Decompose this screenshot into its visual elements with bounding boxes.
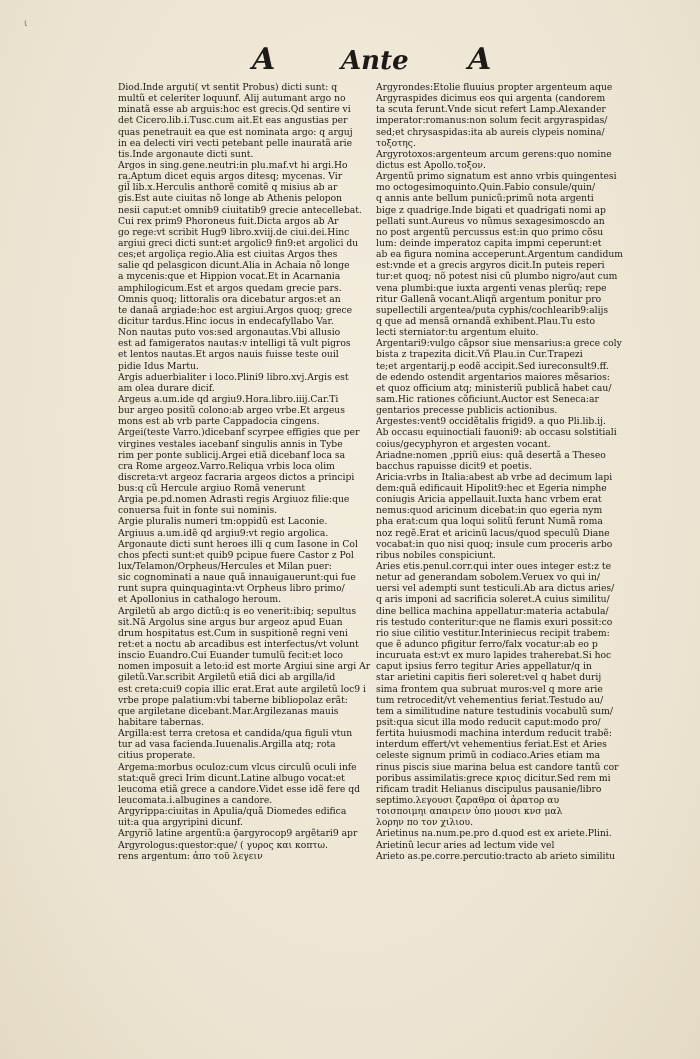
running-head [0, 42, 700, 82]
left-column-line: argiui greci dicti sunt:et argolic9 fin9:et argolici du [118, 237, 359, 249]
right-column-line: ab ea figura nomina acceperunt.Argentum candidum [376, 249, 623, 261]
left-column-line: minatã esse ab arguis:hoc est grecis.Qd sentire vi [118, 104, 351, 116]
left-column-line: in ea delecti viri vecti petebant pelle inauratã arie [118, 137, 353, 149]
right-column-line: rinus piscis siue marina belua est candore tantũ cor [376, 761, 619, 773]
right-column-line: nemus:quod aricinum dicebat:in quo egeria nym [376, 505, 603, 517]
left-column-line: bus:q cũ Hercule argiuo Romã venerunt [118, 483, 306, 495]
left-column-line: te danaã argiade:hoc est argiui.Argos quoq; grece [118, 304, 353, 316]
left-column-line: Argyrippa:ciuitas in Apulia/quã Diomedes edifica [118, 806, 347, 818]
right-column-line: lum: deinde imperatoz capita impmi ceperunt:et [376, 237, 602, 249]
right-column-line: no post argentũ percussus est:in quo primo cõsu [376, 226, 604, 238]
left-column-line: Non nautas puto vos:sed argonautas.Vbi allusio [118, 327, 341, 339]
right-column [376, 82, 638, 862]
right-column-line: pellati sunt.Aureus vo nũmus sexagesimoscdo an [376, 215, 605, 227]
left-column-line: drum hospitatus est.Cum in suspitionẽ regni veni [118, 627, 348, 639]
left-column-line: Argia pe.pd.nomen Adrasti regis Argiuoz filie:que [118, 494, 350, 506]
right-column-line: te;et argentarij.p eodẽ accipit.Sed iureconsult9.ff. [376, 360, 609, 372]
right-column-line: rio siue cilitio vestitur.Interiniecus recipit trabem: [376, 627, 610, 639]
right-column-line: q annis ante bellum punicũ:primũ nota argenti [376, 193, 594, 205]
right-column-line: tur:et quoq; nõ potest nisi cũ plumbo nigro/aut cum [376, 271, 618, 283]
right-column-line: tem a similitudine nature testudinis vocabulũ sum/ [376, 705, 613, 717]
left-column-line: ret:et a noctu ab arcadibus est interfectus/vt volunt [118, 639, 359, 651]
right-column-line: vocabat:in quo nisi quoq; insule cum proceris arbo [376, 538, 613, 550]
left-column-line: leucomata.i.albugines a candore. [118, 795, 273, 806]
left-column-line: quas penetrauit ea que est nominata argo: q arguj [118, 126, 353, 138]
left-column-line: Omnis quoq; littoralis ora dicebatur argos:et an [118, 293, 341, 305]
right-column-line: dem:quã edificauit Hipolit9:hec et Egeria nimphe [376, 483, 607, 495]
left-column-line: giletũ.Var.scribit Argiletũ etiã dici ab argilla/id [118, 672, 336, 684]
right-column-line: Argyraspides dicimus eos qui argenta (candorem [376, 93, 606, 105]
right-column-line: Arietinũ lecur aries ad lectum vide vel [376, 839, 555, 851]
right-column-line: Ariadne:nomen ,ppriũ eius: quã desertã a Theseo [376, 449, 606, 461]
left-column-line: mons est ab vrb parte Cappadocia cingens. [118, 416, 320, 428]
right-column-line: Ab occasu equinoctiali fauoni9: ab occasu solstitiali [376, 427, 617, 439]
left-column-line: go rege:vt scribit Hug9 libro.xviij.de ciui.dei.Hinc [118, 226, 350, 238]
left-column-line: dicitur tardus.Hinc iocus in endecafyllabo Var. [118, 315, 334, 327]
left-column-line: inscio Euandro.Cui Euander tumulũ fecit:et loco [118, 650, 344, 662]
left-column-line: stat:quẽ greci Irim dicunt.Latine albugo vocat:et [118, 772, 345, 784]
left-column-line: amphilogicum.Est et argos quedam grecie pars. [118, 282, 342, 294]
left-column-line: rim per ponte sublicij.Argei etiã dicebanf loca sa [118, 449, 346, 461]
left-column-line: Argyrologus:questor:que/ ( γυρος και κοπτω. [118, 839, 328, 851]
right-column-line: noz regẽ.Erat et aricinũ lacus/quod speculũ Diane [376, 527, 610, 539]
right-column-line: fertita huiusmodi machina interdum reducit trabẽ: [376, 728, 612, 740]
right-column-line: lecti sterniator:tu argentum eluito. [376, 327, 539, 339]
left-column-line: vrbe prope palatium:vbi taberne bibliopolaz erãt: [118, 694, 348, 706]
left-column-line: ra.Aptum dicet equis argos ditesq; mycenas. Vir [118, 171, 343, 183]
right-column-line: imperator:romanus:non solum fecit argyraspidas/ [376, 115, 608, 127]
left-column-line: Argis aduerbialiter i loco.Plini9 libro.xvj.Argis est [118, 371, 349, 383]
right-column-line: gentarios precesse publicis actionibus. [376, 405, 558, 417]
left-column-line: pidie Idus Martu. [118, 360, 199, 372]
right-column-line: septimo.λεγουσι ζαραθρα οἱ ἀρατορ αυ [376, 795, 560, 806]
left-column-line: Cui rex prim9 Phoroneus fuit.Dicta argos ab Ar [118, 215, 339, 227]
right-column-line: ribus nobiles conspiciunt. [376, 549, 496, 561]
left-column [118, 82, 375, 862]
right-column-line: τοξοτης. [376, 137, 416, 149]
left-column-line: bur argeo positũ colono:ab argeo vrbe.Et argeus [118, 405, 345, 417]
left-column-line: virgines vestales iacebanf singulis annis in Tybe [118, 438, 343, 450]
right-column-line: q aris imponi ad sacrificia soleret.A cuius similitu/ [376, 594, 610, 606]
left-column-line: runt supra quinquaginta:vt Orpheus libro primo/ [118, 583, 345, 595]
right-column-line: celeste signum primũ in codiaco.Aries etiam ma [376, 750, 601, 762]
left-column-line: uit:a qua argyripini dicunf. [118, 817, 243, 829]
right-column-line: vena plumbi:que iuxta argenti venas plerũq; repe [376, 282, 607, 294]
left-column-line: Argilla:est terra cretosa et candida/qua figuli vtun [118, 728, 353, 740]
right-column-line: bige z quadrige.Inde bigati et quadrigati nomi ap [376, 204, 606, 216]
right-column-line: Argentari9:vulgo cãpsor siue mensarius:a grece coly [376, 338, 622, 350]
left-column-line: cra Rome argeoz.Varro.Reliqua vrbis loca olim [118, 460, 335, 472]
right-column-line: bacchus rapuisse dicit9 et poetis. [376, 460, 533, 472]
right-column-line: sam.Hic rationes cõficiunt.Auctor est Seneca:ar [376, 393, 599, 405]
right-column-line: mo octogesimoquinto.Quin.Fabio consule/quin/ [376, 182, 596, 194]
left-column-line: nomen imposuit a leto:id est morte Argiui sine argi Ar [118, 661, 371, 673]
left-column-line: conuersa fuit in fonte sui nominis. [118, 505, 278, 517]
right-column-line: Aricia:vrbs in Italia:abest ab vrbe ad decimum lapi [376, 471, 613, 483]
left-column-line: Argiuus a.um.idẽ qd argiu9:vt regio argolica. [118, 527, 329, 539]
right-column-line: est:vnde et a grecis argyros dicit.In puteis reperi [376, 260, 605, 272]
right-column-line: ris testudo conteritur:que ne flamis exuri possit:co [376, 616, 613, 628]
right-column-line: poribus assimilatis:grece κριος dicitur.Sed rem mi [376, 772, 611, 784]
left-column-line: Argiletũ ab argo dictũ:q is eo venerit:ibiq; sepultus [118, 605, 357, 617]
right-column-line: incuruata est:vt ex muro lapides traherebat.Si hoc [376, 650, 612, 662]
right-column-line: Argyrotoxos:argenteum arcum gerens:quo nomine [376, 148, 612, 160]
left-column-line: Argeus a.um.ide qd argiu9.Hora.libro.iiij.Car.Ti [118, 393, 339, 405]
right-column-line: Argyrondes:Etolie fluuius propter argenteum aque [376, 82, 613, 93]
left-column-line: Argie pluralis numeri tm:oppidũ est Laconie. [118, 516, 328, 528]
left-column-line: ces;et argoliça regio.Alia est ciuitas Argos thes [118, 249, 338, 261]
left-column-line: lux/Telamon/Orpheus/Hercules et Milan puer: [118, 561, 332, 573]
right-column-line: q que ad mensã ornandã exhibent.Plau.Tu esto [376, 315, 596, 327]
right-column-line: tum retrocedit/vt vehementius feriat.Testudo au/ [376, 694, 604, 706]
right-column-line: et quoz officium atq; ministeriũ publicã habet cau/ [376, 382, 612, 394]
right-column-line: sed;et chrysaspidas:ita ab aureis clypeis nomina/ [376, 126, 605, 138]
right-column-line: bista z trapezita dicit.Vñ Plau.in Cur.Trapezi [376, 349, 583, 361]
right-column-line: Argentũ primo signatum est anno vrbis quingentesi [376, 171, 617, 183]
running-head-right-letter: A [468, 42, 492, 77]
left-column-line: sit.Nã Argolus sine argus bur argeoz apud Euan [118, 616, 343, 628]
right-column-line: interdum effert/vt vehementius feriat.Est et Aries [376, 739, 607, 751]
right-column-line: Argestes:vent9 occidẽtalis frigid9. a quo Pli.lib.ij. [376, 416, 606, 428]
left-column-line: am olea durare dicif. [118, 382, 215, 394]
right-column-line: coniugis Aricia appellauit.Iuxta hanc vrbem erat [376, 494, 602, 506]
left-column-line: leucoma etiã grece a candore.Videt esse idẽ fere qd [118, 783, 360, 795]
right-column-line: λορην πο τον χιλιου. [376, 817, 474, 829]
right-column-line: Arieto as.pe.corre.percutio:tracto ab arieto similitu [376, 850, 616, 862]
left-column-line: habitare tabernas. [118, 717, 205, 729]
right-column-line: que ẽ adunco pfigitur ferro/falx vocatur:ab eo p [376, 639, 598, 651]
right-column-line: de edendo ostendit argentarios maiores mẽsarios: [376, 371, 610, 383]
left-column-line: et Apollonius in cathalogo heroum. [118, 594, 282, 606]
left-column-line: Argyriõ latine argentũ:a ǭargyrocop9 argẽtari9 apr [118, 828, 358, 840]
left-column-line: tis.Inde argonaute dicti sunt. [118, 148, 254, 160]
signature-mark: ι [24, 18, 28, 29]
left-column-line: det Cicero.lib.i.Tusc.cum ait.Et eas angustias per [118, 115, 348, 127]
right-column-line: star arietini capitis fieri soleret:vel q habet durij [376, 672, 602, 684]
left-column-line: gis.Est aute ciuitas nõ longe ab Athenis pelopon [118, 193, 343, 205]
left-column-line: multũ et celeriter loquunf. Alij autumant argo no [118, 93, 346, 105]
left-column-line: discreta:vt argeoz facraria argeos dictos a principi [118, 471, 355, 483]
left-column-line: sic cognominati a naue quã innauigauerunt:qui fue [118, 572, 356, 584]
left-column-line: est ad famigeratos nautas:v intelligi tã vult pigros [118, 338, 351, 350]
right-column-line: ritur Gallenã vocant.Aliqñ argentum ponitur pro [376, 293, 602, 305]
left-column-line: Argema:morbus oculoz:cum vlcus circulũ oculi infe [118, 761, 357, 773]
left-column-line: Diod.Inde arguti( vt sentit Probus) dicti sunt: q [118, 82, 338, 93]
right-column-line: dine bellica machina appellatur:materia actabula/ [376, 605, 609, 617]
left-column-line: nesii caput:et omnib9 ciuitatib9 grecie antecellebat. [118, 204, 362, 216]
right-column-line: Aries etis.penul.corr.qui inter oues integer est:z te [376, 561, 612, 573]
right-column-line: psit:qua sicut illa modo reducit caput:modo pro/ [376, 717, 601, 729]
right-column-line: coius/gecyphyron et argesten vocant. [376, 438, 551, 450]
left-column-line: Argei(teste Varro.)dicebanf scyrpee effigies que per [118, 427, 360, 439]
right-column-line: caput ipsius ferro tegitur Aries appellatur/q in [376, 661, 592, 673]
right-column-line: supellectili argentea/puta cyphis/cochlearib9:alijs [376, 304, 609, 316]
right-column-line: τοισποιμηι απαιρειν ὑπο μουσι κνσ μαλ [376, 806, 563, 818]
right-column-line: dictus est Apollo.τοξον. [376, 159, 486, 171]
right-column-line: sima frontem qua subruat muros:vel q more arie [376, 683, 603, 695]
left-column-line: citius properate. [118, 750, 196, 762]
left-column-line: tur ad vasa facienda.Iuuenalis.Argilla atq; rota [118, 739, 336, 751]
left-column-line: que argiletane dicebant.Mar.Argilezanas mauis [118, 705, 339, 717]
left-column-line: gil̃ lib.x.Herculis anthorẽ comitẽ q misius ab ar [118, 182, 338, 194]
left-column-line: Argonaute dicti sunt heroes illi q cum Iasone in Col [118, 538, 358, 550]
right-column-line: rificam tradit Helianus discipulus pausanie/libro [376, 783, 602, 795]
left-column-line: et lentos nautas.Et argos nauis fuisse teste ouil [118, 349, 339, 361]
running-head-left-letter: A [252, 42, 276, 77]
right-column-line: uersi vel adempti sunt testiculi.Ab ara dictus aries/ [376, 583, 615, 595]
right-column-line: Arietinus na.num.pe.pro d.quod est ex ariete.Plini. [376, 828, 612, 840]
left-column-line: salie qd pelasgicon dicunt.Alia in Achaia nõ longe [118, 260, 350, 272]
left-column-line: chos pfecti sunt:et quib9 pcipue fuere Castor z Pol [118, 549, 354, 561]
running-head-title: Ante [341, 46, 409, 76]
left-column-line: rens argentum: ἀπο τοῦ λεγειν [118, 850, 263, 862]
right-column-line: netur ad generandam sobolem.Veruex vo qui in/ [376, 572, 600, 584]
left-column-line: a mycenis:que et Hippion vocat.Et in Acarnania [118, 271, 341, 283]
left-column-line: est creta:cui9 copia illic erat.Erat aute argiletũ loc9 i [118, 683, 366, 695]
right-column-line: ta scuta ferunt.Vnde sicut refert Lamp.Alexander [376, 104, 606, 116]
left-column-line: Argos in sing.gene.neutri:in plu.maf.vt hi argi.Ho [118, 159, 348, 171]
right-column-line: pha erat:cum qua loqui solitũ ferunt Numã roma [376, 516, 603, 528]
